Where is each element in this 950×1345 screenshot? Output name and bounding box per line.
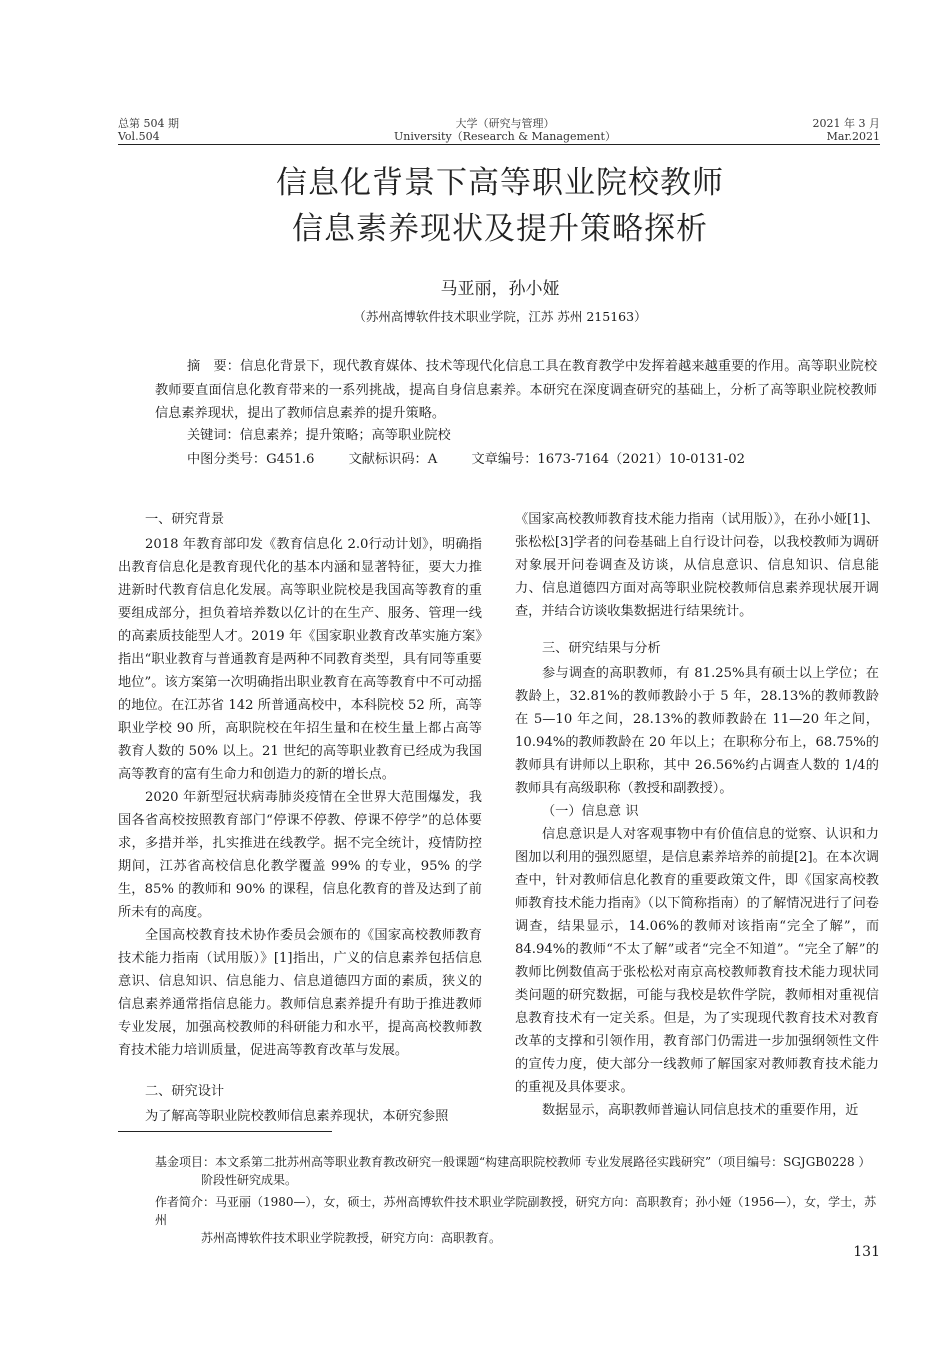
affiliation: （苏州高博软件技术职业学院，江苏 苏州 215163） bbox=[353, 309, 647, 324]
paragraph: 全国高校教育技术协作委员会颁布的《国家高校教师教育技术能力指南（试用版）》[1]指出，广义的信息素养包括信息意识、信息知识、信息能力、信息道德四方面的素质，狭义的信息素养通常指信息能力。教师信息素养提升有助于推进教师专业发展，加强高校教师的科研能力和水平，提高高校教师教育技术能力培训质量，促进高等教育改革与发展。 bbox=[118, 928, 482, 1058]
issue-date-en: Mar.2021 bbox=[826, 130, 880, 143]
author-bio-line2: 苏州高博软件技术职业学院教授，研究方向：高职教育。 bbox=[201, 1231, 502, 1245]
header-rule bbox=[118, 144, 880, 145]
abstract-text: 信息化背景下，现代教育媒体、技术等现代化信息工具在教育教学中发挥着越来越重要的作用。高等职业院校教师要直面信息化教育带来的一系列挑战，提高自身信息素养。本研究在深度调查研究的基础上，分析了高等职业院校教师信息素养现状，提出了教师信息素养的提升策略。 bbox=[155, 359, 878, 421]
journal-name-en: University（Research & Management） bbox=[394, 130, 616, 143]
document-code: 文献标识码：A bbox=[348, 452, 438, 467]
issue-date-cn: 2021 年 3 月 bbox=[812, 117, 880, 130]
paragraph: 《国家高校教师教育技术能力指南（试用版）》，在孙小娅[1]、张松松[3]学者的问卷基础上自行设计问卷，以我校教师为调研对象展开问卷调查及访谈，从信息意识、信息知识、信息能力、信息道德四方面对高等职业院校教师信息素养现状展开调查，并结合访谈收集数据进行结果统计。 bbox=[515, 512, 879, 619]
section-heading: 二、研究设计 bbox=[145, 1084, 225, 1099]
author-bio-line1: 作者简介：马亚丽（1980—），女，硕士，苏州高博软件技术职业学院副教授，研究方向：高职教育；孙小娅（1956—），女，学士，苏州 bbox=[155, 1195, 877, 1227]
paper-title-line2: 信息素养现状及提升策略探析 bbox=[292, 211, 708, 247]
classification-line bbox=[187, 448, 775, 467]
running-header-right bbox=[813, 117, 880, 143]
body-right-column bbox=[515, 508, 879, 1122]
keywords: 关键词：信息素养；提升策略；高等职业院校 bbox=[187, 428, 451, 443]
footnote-fund bbox=[155, 1153, 882, 1189]
footnote-author-bio bbox=[155, 1193, 882, 1247]
journal-name-cn: 大学（研究与管理） bbox=[455, 117, 555, 130]
fund-text-line2: 阶段性研究成果。 bbox=[201, 1173, 298, 1187]
section-heading: 三、研究结果与分析 bbox=[542, 641, 661, 656]
article-number: 文章编号：1673-7164（2021）10-0131-02 bbox=[471, 452, 745, 467]
section-heading: 一、研究背景 bbox=[145, 512, 225, 527]
body-left-column bbox=[118, 508, 482, 1128]
clc-number: 中图分类号：G451.6 bbox=[187, 452, 315, 467]
subsection-heading: （一）信息意 识 bbox=[542, 804, 639, 819]
issue-number: 总第 504 期 bbox=[118, 117, 179, 130]
paragraph: 为了解高等职业院校教师信息素养现状，本研究参照 bbox=[145, 1109, 449, 1124]
paragraph: 信息意识是人对客观事物中有价值信息的觉察、认识和力图加以利用的强烈愿望，是信息素养培养的前提[2]。在本次调查中，针对教师信息化教育的重要政策文件，即《国家高校教师教育技术能力指南》（以下简称指南）的了解情况进行了问卷调查，结果显示，14.06%的教师对该指南“完全了解”，而 84.94%的教师“不太了解”或者“完全不知道”。“完全了解”的教师比例数值高于张松松对南京高校教师教育技术能力现状同类问题的研究数据，可能与我校是软件学院，教师相对重视信息教育技术有一定关系。但是，为了实现现代教育技术对教育改革的支撑和引领作用，教育部门仍需进一步加强纲领性文件的宣传力度，使大部分一线教师了解国家对教师教育技术能力的重视及具体要求。 bbox=[515, 827, 879, 1095]
paper-title-line1: 信息化背景下高等职业院校教师 bbox=[276, 165, 724, 201]
running-header-center bbox=[380, 117, 630, 143]
volume-number: Vol.504 bbox=[118, 130, 160, 143]
paragraph: 参与调查的高职教师，有 81.25%具有硕士以上学位；在教龄上，32.81%的教师教龄小于 5 年，28.13%的教师教龄在 5—10 年之间，28.13%的教师教龄在 11—20 年之间，10.94%的教师教龄在 20 年以上；在职称分布上，68.75%的教师具有讲师以上职称，其中 26.56%约占调查人数的 1/4的教师具有高级职称（教授和副教授）。 bbox=[515, 666, 879, 796]
paragraph: 数据显示，高职教师普遍认同信息技术的重要作用，近 bbox=[542, 1103, 859, 1118]
paragraph: 2020 年新型冠状病毒肺炎疫情在全世界大范围爆发，我国各省高校按照教育部门“停课不停教、停课不停学”的总体要求，多措并举，扎实推进在线教学。据不完全统计，疫情防控期间，江苏省高校信息化教学覆盖 99% 的专业，95% 的学生，85% 的教师和 90% 的课程，信息化教育的普及达到了前所未有的高度。 bbox=[118, 790, 482, 920]
page-number: 131 bbox=[853, 1244, 880, 1260]
fund-text-line1: 基金项目：本文系第二批苏州高等职业教育教改研究一般课题“构建高职院校教师 专业发展路径实践研究”（项目编号：SGJGB0228 ） bbox=[155, 1155, 871, 1169]
abstract bbox=[155, 355, 877, 426]
paragraph: 2018 年教育部印发《教育信息化 2.0行动计划》，明确指出教育信息化是教育现代化的基本内涵和显著特征，要大力推进新时代教育信息化发展。高等职业院校是我国高等教育的重要组成部分，担负着培养数以亿计的在生产、服务、管理一线的高素质技能型人才。2019 年《国家职业教育改革实施方案》指出“职业教育与普通教育是两种不同教育类型，具有同等重要地位”。该方案第一次明确指出职业教育在高等教育中不可动摇的地位。在江苏省 142 所普通高校中，本科院校 52 所，高等职业学校 90 所，高职院校在年招生量和在校生量上都占高等教育人数的 50% 以上。21 世纪的高等职业教育已经成为我国高等教育的富有生命力和创造力的新的增长点。 bbox=[118, 537, 482, 782]
running-header-left bbox=[118, 117, 179, 143]
authors: 马亚丽，孙小娅 bbox=[440, 279, 560, 299]
abstract-label: 摘 要： bbox=[187, 359, 241, 374]
footnote-rule bbox=[118, 1131, 332, 1132]
